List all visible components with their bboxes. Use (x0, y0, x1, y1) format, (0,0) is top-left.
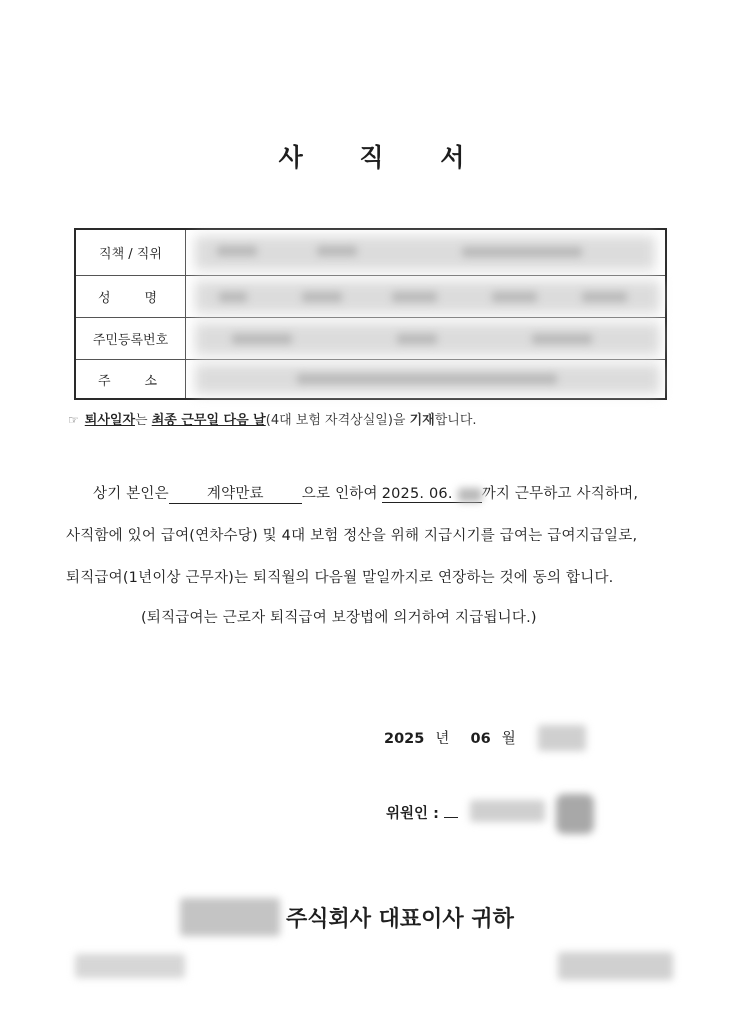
date-year-unit: 년 (435, 731, 450, 747)
body-line-2: 사직함에 있어 급여(연차수당) 및 4대 보험 정산을 위해 지급시기를 급여는 급여지급일로, (66, 528, 638, 544)
date-month: 06 (470, 731, 491, 747)
body-line1-c: 까지 근무하고 사직하며, (481, 486, 639, 502)
reason-value: 계약만료 (206, 486, 264, 502)
name-value (187, 276, 665, 317)
table-row-name (76, 276, 665, 318)
end-date-prefix: 2025. 06. (381, 486, 453, 502)
date-day-redacted (538, 725, 586, 751)
note-write: 기재 (409, 413, 435, 428)
signature-seal-redacted (556, 794, 594, 834)
signature-name-redacted (470, 800, 545, 822)
rrn-label: 주민등록번호 (76, 318, 186, 359)
body-line-4: (퇴직급여는 근로자 퇴직급여 보장법에 의거하여 지급됩니다.) (141, 610, 537, 626)
footer-left-redacted (75, 954, 185, 978)
rrn-value (187, 318, 665, 359)
body-line1-a: 상기 본인은 (93, 486, 169, 502)
note-text-a: 는 (135, 413, 152, 428)
name-label (76, 276, 186, 317)
address-label-left: 주 (98, 373, 111, 389)
end-date-field (382, 486, 482, 503)
resignation-date-note (68, 409, 477, 428)
date-month-unit: 월 (501, 731, 516, 747)
personal-info-table (74, 228, 667, 400)
document-title: 사 직 서 (278, 143, 489, 172)
note-text-c: 합니다. (434, 413, 477, 428)
table-row-rrn (76, 318, 665, 360)
signature-line (386, 802, 458, 823)
address-label-right: 소 (144, 373, 157, 389)
reason-field (169, 482, 302, 504)
body-line-1 (93, 482, 638, 504)
position-value (187, 230, 665, 275)
note-resignation-date: 퇴사일자 (84, 413, 135, 428)
table-row-position (76, 230, 665, 276)
note-text-b: (4대 보험 자격상실일)을 (265, 413, 410, 428)
table-row-address (76, 360, 665, 398)
address-label (76, 360, 186, 398)
note-last-workday: 최종 근무일 다음 날 (151, 413, 266, 428)
position-label: 직책 / 직위 (76, 230, 186, 275)
date-year: 2025 (384, 731, 425, 747)
date-line (384, 727, 516, 748)
addressee: 주식회사 대표이사 귀하 (286, 907, 514, 932)
footer-right-redacted (558, 952, 673, 980)
company-name-redacted (180, 898, 280, 936)
signature-label: 위원인 : (386, 806, 439, 822)
address-value (187, 360, 665, 398)
name-label-left: 성 (98, 291, 111, 306)
body-line-3: 퇴직급여(1년이상 근무자)는 퇴직월의 다음월 말일까지로 연장하는 것에 동의 합니다. (66, 570, 614, 586)
pointing-hand-icon: ☞ (68, 413, 79, 427)
body-line1-b: 으로 인하여 (301, 486, 378, 502)
signature-underline (444, 817, 458, 818)
name-label-right: 명 (144, 291, 157, 306)
